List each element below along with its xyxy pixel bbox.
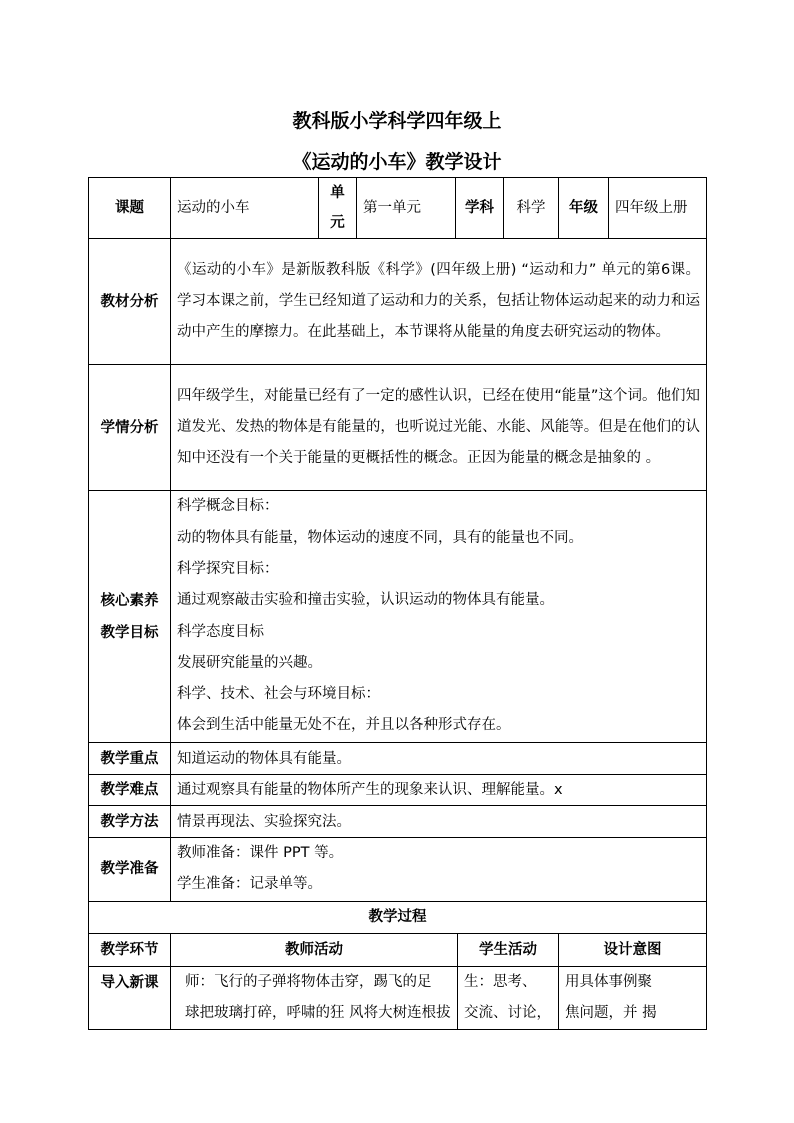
goal-line: 通过观察敲击实验和撞击实验，认识运动的物体具有能量。 [177, 592, 554, 609]
goal-line: 体会到生活中能量无处不在，并且以各种形式存在。 [177, 717, 511, 734]
process-stage: 导入新课 [89, 966, 171, 1030]
document-title: 教科版小学科学四年级上 [292, 110, 502, 132]
prep-text [171, 838, 707, 902]
header-row [89, 178, 707, 239]
goals-label-line2: 教学目标 [100, 624, 159, 641]
difficulty-label: 教学难点 [89, 775, 171, 806]
goals-label-line1: 核心素养 [100, 592, 159, 609]
goals-text [171, 491, 707, 743]
process-intent [559, 966, 707, 1030]
student-prep: 学生准备：记录单等。 [177, 876, 322, 893]
key-point-row [89, 743, 707, 775]
subject-label: 学科 [456, 178, 504, 239]
teacher-prep: 教师准备：课件 PPT 等。 [177, 845, 344, 861]
intent-line: 用具体事例聚 [565, 973, 652, 990]
student-activity-line: 生：思考、 [464, 973, 537, 990]
intent-line: 焦问题，并 揭 [565, 1004, 657, 1021]
key-point-text: 知道运动的物体具有能量。 [171, 743, 707, 775]
goal-line: 科学概念目标： [177, 498, 279, 515]
lesson-value: 运动的小车 [171, 178, 319, 239]
grade-label: 年级 [559, 178, 609, 239]
difficulty-row [89, 775, 707, 806]
subject-value: 科学 [504, 178, 559, 239]
lesson-label: 课题 [89, 178, 171, 239]
process-header-row [89, 933, 707, 966]
teacher-activity-line: 球把玻璃打碎，呼啸的狂 风将大树连根拔 [185, 1004, 451, 1021]
process-header-student: 学生活动 [458, 933, 559, 966]
learner-text [171, 365, 707, 491]
process-header-stage: 教学环节 [89, 933, 171, 966]
process-header-teacher: 教师活动 [171, 933, 458, 966]
process-title: 教学过程 [89, 901, 707, 933]
goals-row [89, 491, 707, 743]
material-paragraph: 《运动的小车》是新版教科版《科学》(四年级上册) “运动和力” 单元的第6课。学习本课之前，学生已经知道了运动和力的关系，包括让物体运动起来的动力和运动中产生的摩擦力。在此基础上，本节课将从能量的角度去研究运动的物体。 [177, 262, 700, 340]
teacher-activity-line: 师：飞行的子弹将物体击穿，踢飞的足 [185, 973, 432, 990]
learner-label: 学情分析 [89, 365, 171, 491]
material-label: 教材分析 [89, 239, 171, 365]
key-point-label: 教学重点 [89, 743, 171, 775]
material-text [171, 239, 707, 365]
method-row [89, 806, 707, 838]
goal-line: 科学探究目标： [177, 560, 279, 577]
lesson-plan-table [88, 177, 707, 1030]
grade-value: 四年级上册 [609, 178, 707, 239]
process-row [89, 966, 707, 1030]
difficulty-text: 通过观察具有能量的物体所产生的现象来认识、理解能量。x [171, 775, 707, 806]
unit-label: 单元 [319, 178, 357, 239]
process-title-row [89, 901, 707, 933]
unit-value: 第一单元 [357, 178, 456, 239]
process-student [458, 966, 559, 1030]
method-text: 情景再现法、实验探究法。 [171, 806, 707, 838]
learner-row [89, 365, 707, 491]
goal-line: 科学态度目标 [177, 623, 264, 640]
goal-line: 发展研究能量的兴趣。 [177, 654, 322, 671]
goals-label [89, 491, 171, 743]
process-teacher [171, 966, 458, 1030]
prep-label: 教学准备 [89, 838, 171, 902]
document-subtitle: 《运动的小车》教学设计 [292, 151, 502, 173]
goal-line: 动的物体具有能量，物体运动的速度不同，具有的能量也不同。 [177, 529, 583, 546]
process-header-intent: 设计意图 [559, 933, 707, 966]
material-row [89, 239, 707, 365]
goal-line: 科学、技术、社会与环境目标： [177, 686, 380, 703]
prep-row [89, 838, 707, 902]
learner-paragraph: 四年级学生，对能量已经有了一定的感性认识，已经在使用“能量”这个词。他们知道发光、发热的物体是有能量的，也听说过光能、水能、风能等。但是在他们的认知中还没有一个关于能量的更概括性的概念。正因为能量的概念是抽象的 。 [177, 388, 700, 466]
method-label: 教学方法 [89, 806, 171, 838]
student-activity-line: 交流、讨论， [464, 1004, 551, 1021]
